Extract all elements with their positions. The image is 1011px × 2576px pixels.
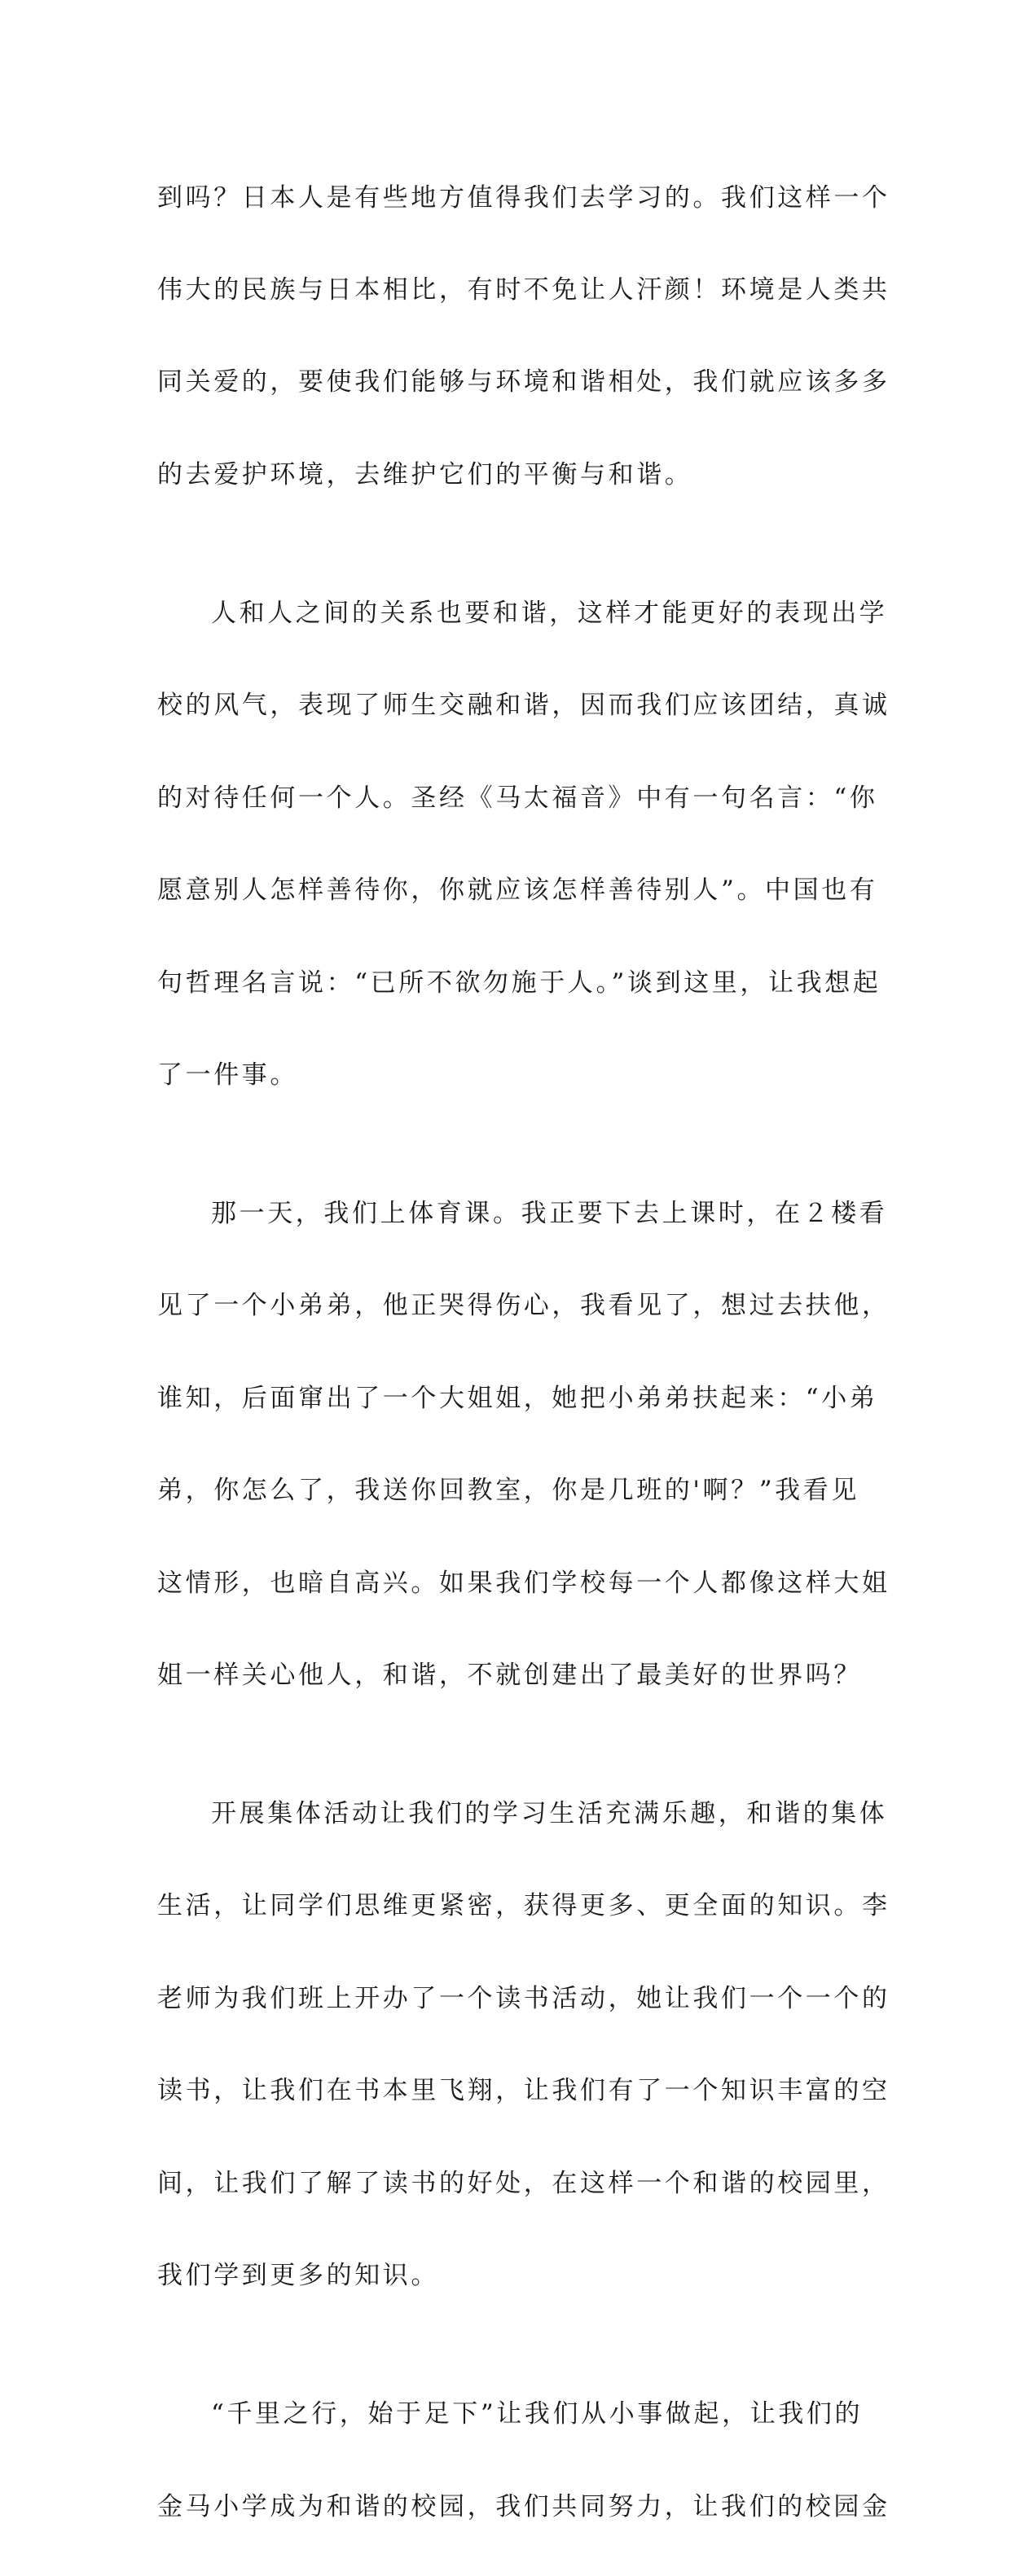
text-line: 生活，让同学们思维更紧密，获得更多、更全面的知识。李 [157, 1891, 890, 1921]
body-text [157, 129, 890, 2576]
paragraph-4 [157, 1744, 890, 2345]
text-line: 那一天，我们上体育课。我正要下去上课时，在２楼看 [211, 1199, 888, 1229]
text-line: 同关爱的，要使我们能够与环境和谐相处，我们就应该多多 [157, 367, 890, 397]
paragraph-5 [157, 2345, 890, 2575]
paragraph-1 [157, 129, 890, 544]
text-line: 人和人之间的关系也要和谐，这样才能更好的表现出学 [211, 598, 888, 628]
text-line: 间，让我们了解了读书的好处，在这样一个和谐的校园里， [157, 2168, 890, 2198]
text-line: “千里之行，始于足下”让我们从小事做起，让我们的 [211, 2399, 864, 2429]
text-line: 我们学到更多的知识。 [157, 2261, 439, 2291]
text-line: 这情形，也暗自高兴。如果我们学校每一个人都像这样大姐 [157, 1568, 890, 1598]
text-line: 到吗？日本人是有些地方值得我们去学习的。我们这样一个 [157, 182, 890, 213]
text-line: 的对待任何一个人。圣经《马太福音》中有一句名言：“你 [157, 783, 878, 813]
paragraph-2 [157, 544, 890, 1144]
text-line: 句哲理名言说：“已所不欲勿施于人。”谈到这里，让我想起 [157, 968, 881, 998]
text-line: 愿意别人怎样善待你，你就应该怎样善待别人”。中国也有 [157, 875, 878, 906]
text-line: 的去爱护环境，去维护它们的平衡与和谐。 [157, 459, 693, 489]
text-line: 老师为我们班上开办了一个读书活动，她让我们一个一个的 [157, 1983, 890, 2013]
text-line: 见了一个小弟弟，他正哭得伤心，我看见了，想过去扶他， [157, 1291, 890, 1321]
text-line: 谁知，后面窜出了一个大姐姐，她把小弟弟扶起来：“小弟 [157, 1383, 878, 1413]
text-line: 读书，让我们在书本里飞翔，让我们有了一个知识丰富的空 [157, 2076, 890, 2106]
text-line: 校的风气，表现了师生交融和谐，因而我们应该团结，真诚 [157, 691, 890, 721]
text-line: 弟，你怎么了，我送你回教室，你是几班的'啊？”我看见 [157, 1476, 859, 1506]
text-line: 金马小学成为和谐的校园，我们共同努力，让我们的校园金 [157, 2491, 890, 2521]
text-line: 姐一样关心他人，和谐，不就创建出了最美好的世界吗？ [157, 1660, 862, 1690]
text-line: 伟大的民族与日本相比，有时不免让人汗颜！环境是人类共 [157, 275, 890, 305]
text-line: 了一件事。 [157, 1060, 298, 1090]
text-line: 开展集体活动让我们的学习生活充满乐趣，和谐的集体 [211, 1799, 888, 1829]
paragraph-3 [157, 1144, 890, 1744]
